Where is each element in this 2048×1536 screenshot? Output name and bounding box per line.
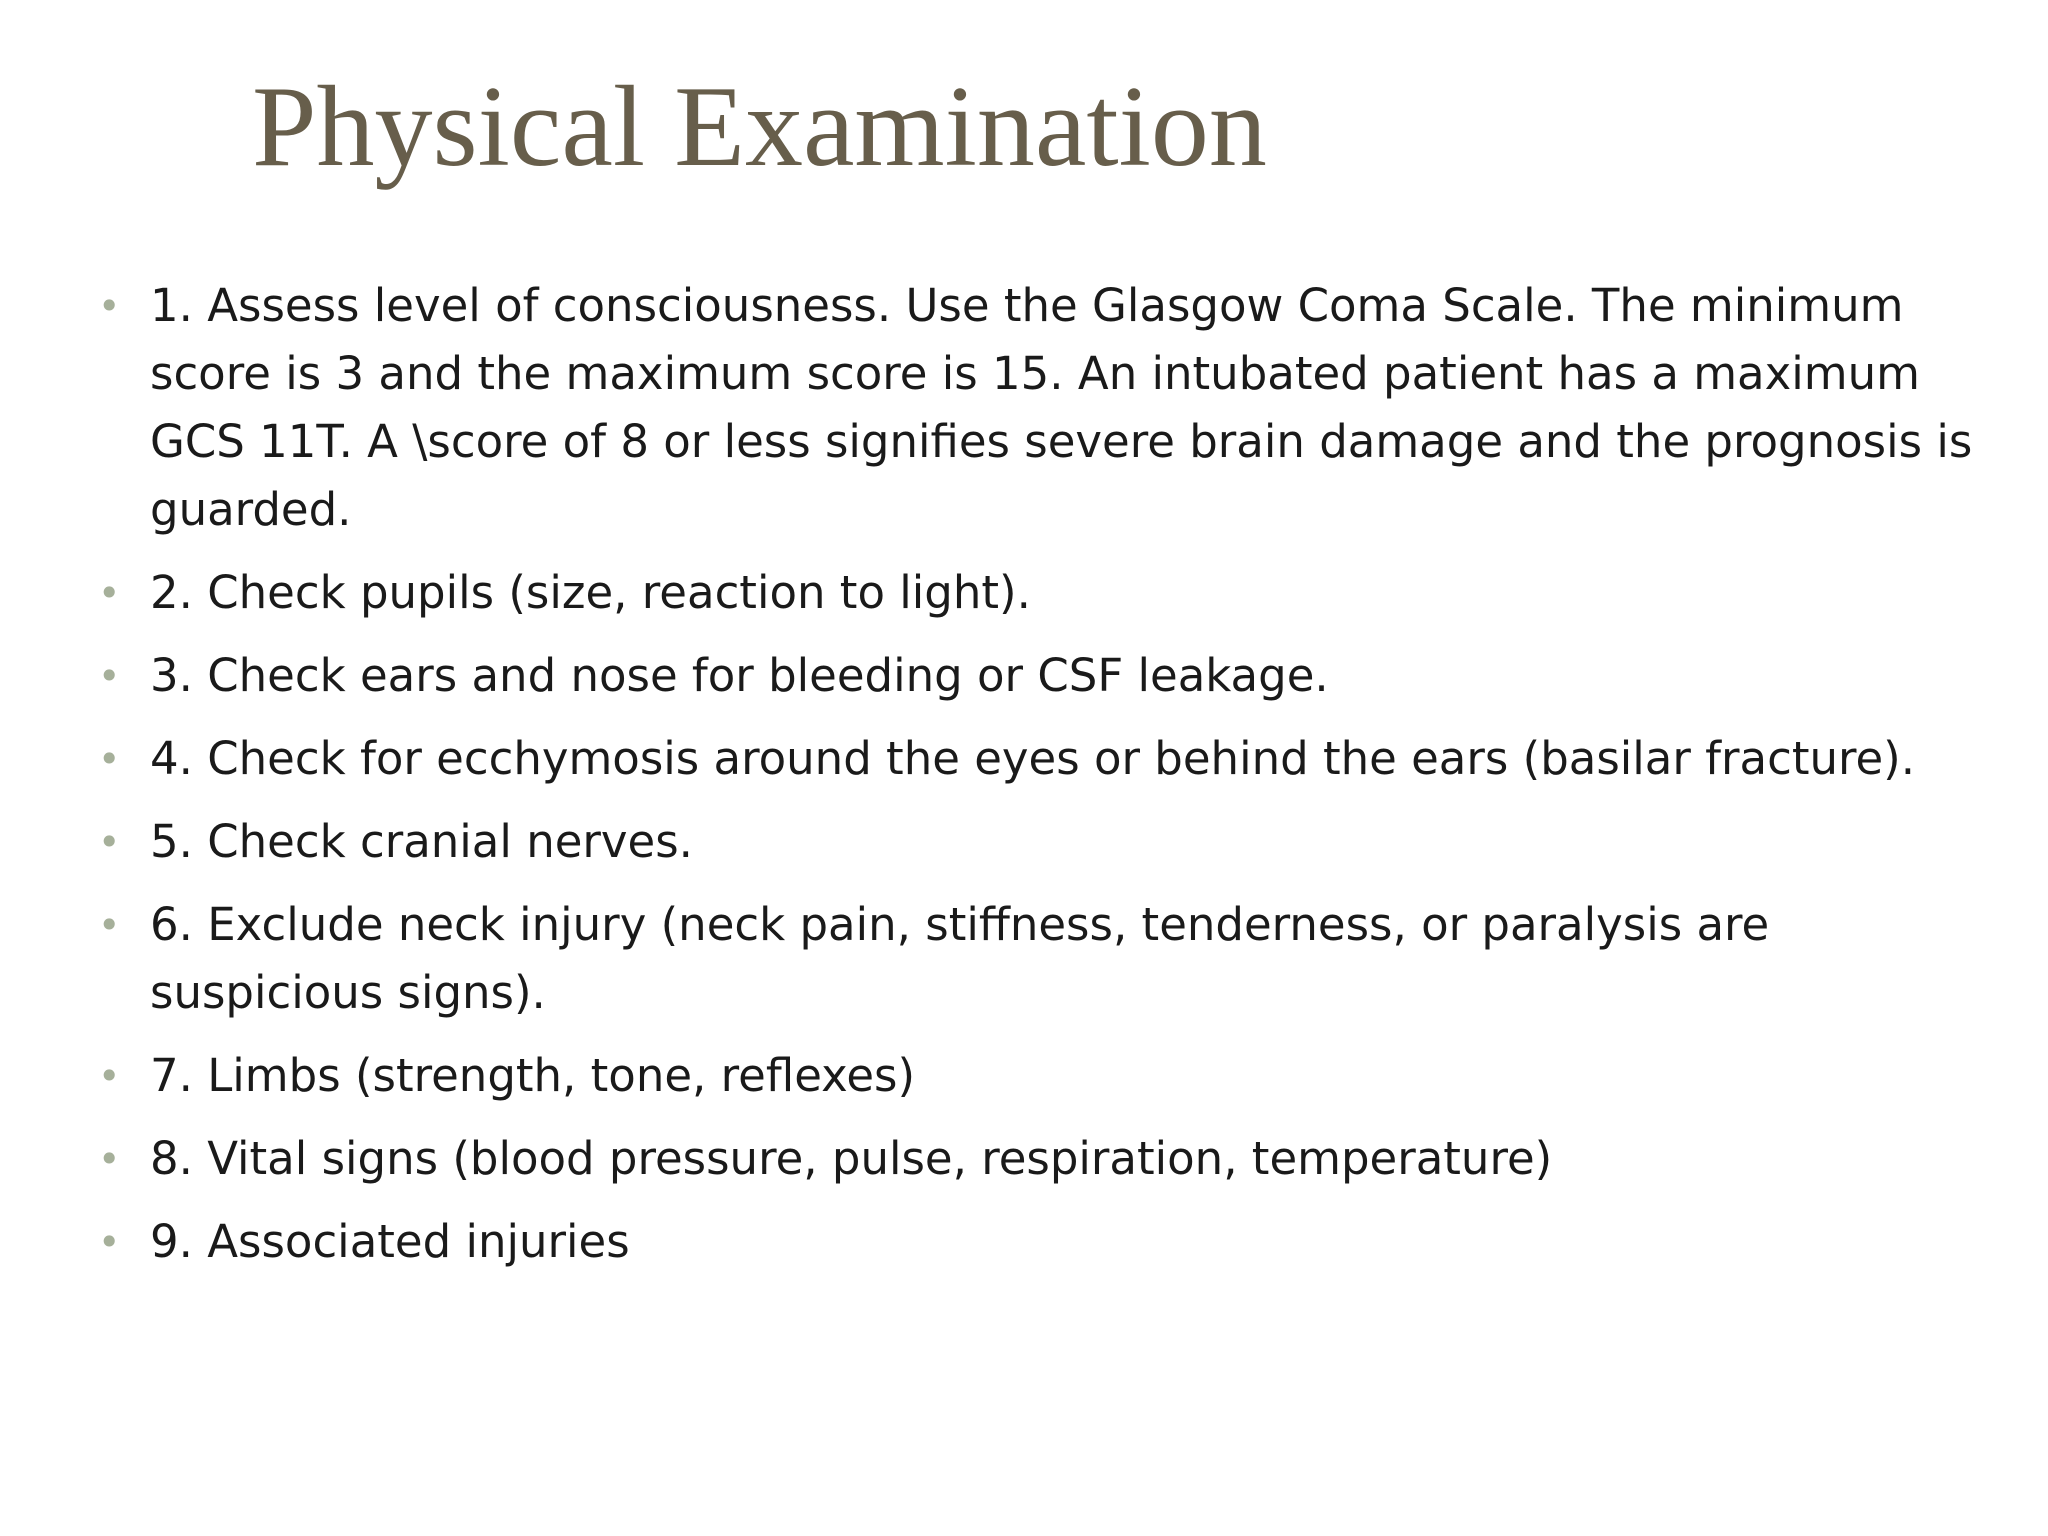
- bullet-icon: •: [98, 1220, 121, 1264]
- list-item: [98, 642, 1980, 710]
- list-item: [98, 891, 1980, 1027]
- list-item: [98, 1125, 1980, 1193]
- list-item-text: 1. Assess level of consciousness. Use the Glasgow Coma Scale. The minimum score is 3 and the maximum score is 15. An intubated patient has a maximum GCS 11T. A \score of 8 or less signifies severe brain damage and the prognosis is guarded.: [150, 279, 1973, 536]
- list-item-text: 6. Exclude neck injury (neck pain, stiffness, tenderness, or paralysis are suspicious signs).: [150, 898, 1770, 1019]
- list-item: [98, 725, 1980, 793]
- slide-title: Physical Examination: [252, 63, 1267, 191]
- list-item-text: 5. Check cranial nerves.: [150, 815, 693, 868]
- bullet-icon: •: [98, 284, 121, 328]
- list-item-text: 3. Check ears and nose for bleeding or CSF leakage.: [150, 649, 1329, 702]
- bullet-icon: •: [98, 1137, 121, 1181]
- bullet-icon: •: [98, 737, 121, 781]
- list-item: [98, 272, 1980, 544]
- list-item: [98, 808, 1980, 876]
- list-item: [98, 1042, 1980, 1110]
- bullet-icon: •: [98, 654, 121, 698]
- bullet-icon: •: [98, 571, 121, 615]
- bullet-icon: •: [98, 820, 121, 864]
- list-item: [98, 559, 1980, 627]
- bullet-icon: •: [98, 903, 121, 947]
- list-item-text: 7. Limbs (strength, tone, reflexes): [150, 1049, 916, 1102]
- list-item: [98, 1208, 1980, 1276]
- bullet-icon: •: [98, 1054, 121, 1098]
- list-item-text: 8. Vital signs (blood pressure, pulse, respiration, temperature): [150, 1132, 1553, 1185]
- list-item-text: 2. Check pupils (size, reaction to light).: [150, 566, 1031, 619]
- list-item-text: 4. Check for ecchymosis around the eyes or behind the ears (basilar fracture).: [150, 732, 1916, 785]
- bullet-list: [98, 272, 1980, 1291]
- list-item-text: 9. Associated injuries: [150, 1215, 630, 1268]
